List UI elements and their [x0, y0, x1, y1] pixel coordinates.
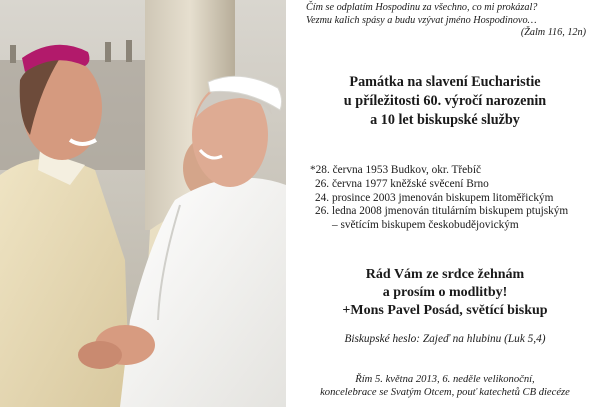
quote-line-1: Čím se odplatím Hospodinu za všechno, co mi prokázal?	[306, 2, 538, 13]
footer-line-1: Řím 5. května 2013, 6. neděle velikonoční,	[355, 374, 535, 385]
blessing	[290, 266, 600, 320]
timeline-item: 26. června 1977 kněžské svěcení Brno	[315, 177, 489, 190]
psalm-quote	[306, 2, 586, 38]
footer-note	[290, 373, 600, 399]
card-title	[290, 73, 600, 130]
biography-timeline	[310, 164, 598, 233]
blessing-line-1: Rád Vám ze srdce žehnám	[365, 267, 525, 282]
photo-bishop-and-pope	[0, 0, 286, 407]
blessing-line-2: a prosím o modlitby!	[382, 285, 508, 300]
signature-line: +Mons Pavel Posád, světící biskup	[342, 303, 548, 318]
timeline-item: 26. ledna 2008 jmenován titulárním biskupem ptujským	[315, 205, 569, 218]
timeline-item: – světícím biskupem českobudějovickým	[332, 219, 519, 232]
timeline-item: 24. prosince 2003 jmenován biskupem litoměřickým	[315, 191, 554, 204]
timeline-item: *28. června 1953 Budkov, okr. Třebíč	[310, 164, 481, 176]
text-panel	[290, 0, 600, 407]
episcopal-motto: Biskupské heslo: Zajeď na hlubinu (Luk 5,4)	[344, 333, 546, 345]
footer-line-2: koncelebrace se Svatým Otcem, pouť katechetů CB diecéze	[320, 387, 570, 398]
title-line-2: u příležitosti 60. výročí narozenin	[343, 93, 547, 109]
title-line-1: Památka na slavení Eucharistie	[349, 74, 541, 90]
quote-line-2: Vezmu kalich spásy a budu vzývat jméno Hospodinovo…	[306, 14, 537, 26]
title-line-3: a 10 let biskupské služby	[370, 112, 520, 128]
quote-citation: (Žalm 116, 12n)	[520, 27, 586, 38]
